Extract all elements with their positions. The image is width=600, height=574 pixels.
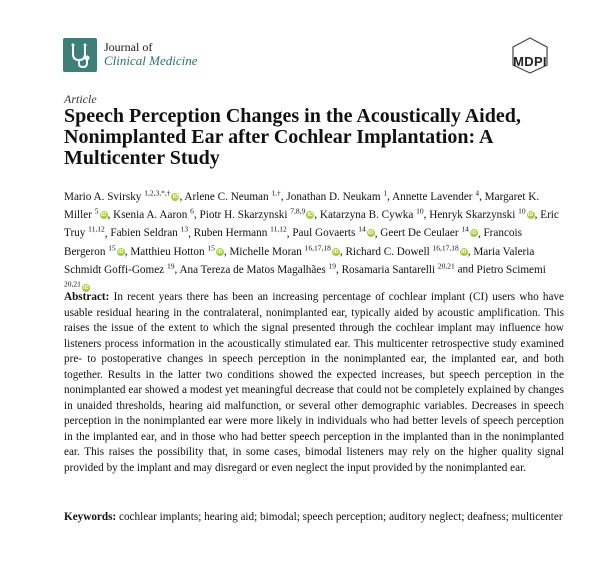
keywords — [64, 510, 564, 526]
author-name[interactable]: Matthieu Hotton — [130, 245, 205, 258]
author-name[interactable]: Ksenia A. Aaron — [113, 209, 188, 222]
author — [286, 188, 388, 203]
orcid-icon[interactable]: iD — [117, 248, 124, 255]
author-affiliation: 1,† — [271, 188, 281, 197]
author-name[interactable]: Annette Lavender — [392, 190, 473, 203]
author — [341, 261, 455, 277]
author-affiliation: 19 — [328, 261, 336, 271]
orcid-icon[interactable]: iD — [217, 248, 223, 255]
author-affiliation: 13 — [180, 224, 189, 234]
author-name[interactable]: Katarzyna B. Cywka — [319, 209, 414, 222]
author-affiliation: 7,8,9 — [290, 206, 306, 216]
author-affiliation: 16,17,18 — [304, 242, 331, 252]
author — [113, 206, 194, 222]
article-title: Speech Perception Changes in the Acoustically Aided, Nonimplanted Ear after Cochlear Implantation: A Multicenter Study — [64, 105, 521, 169]
author-affiliation: 14 — [461, 224, 469, 234]
author-list: Mario A. Svirsky $^{1,2,3,*,\dagger}$ iD, Arlene C. Neuman $^{1,\dagger}$, Jonathan D. Neukam $^1$, Annette Lavender $^4$, Margaret K. Miller $^5$ iD, Ksenia A. Aaron $^6$, Piotr H. Skarzynski $^{7,8,9}$ iD, Katarzyna B. Cywka $^{10}$, Henryk Skarzynski $^{10}$ iD, Eric Truy $^{11,12}$, Fabien Seldran $^{13}$, Ruben Hermann $^{11,12}$, Paul Govaerts $^{14}$ iD, Geert De Ceulaer $^{14}$ iD, Francois Bergeron $^{15}$ iD, Matthieu Hotton $^{15}$ iD, Michelle Moran $^{16,17,18}$ iD, Richard C. Dowell $^{16,17,18}$ iD, Maria Valeria Schmidt Goffi-Gomez $^{19}$, Ana Tereza de Matos Magalhães $^{19}$, Rosamaria Santarelli $^{20,21}$ and Pietro Scimemi $^{20,21}$ iD — [64, 186, 564, 296]
author — [392, 188, 480, 203]
author-name[interactable]: Rosamaria Santarelli — [341, 264, 436, 277]
author-affiliation: 16,17,18 — [432, 242, 459, 252]
author — [64, 188, 179, 203]
author — [429, 206, 534, 222]
orcid-icon[interactable]: iD — [172, 193, 179, 200]
keywords-label: Keywords: — [64, 511, 117, 523]
journal-name-line2: Clinical Medicine — [104, 53, 198, 68]
author-affiliation: 20,21 — [64, 279, 81, 289]
orcid-icon[interactable]: iD — [471, 230, 477, 237]
author-name[interactable]: Geert De Ceulaer — [380, 227, 459, 240]
page-header — [0, 0, 600, 90]
author-name[interactable]: Henryk Skarzynski — [429, 209, 516, 222]
author — [229, 242, 339, 258]
publisher-logo[interactable] — [510, 36, 550, 74]
orcid-icon[interactable]: iD — [367, 230, 374, 237]
author-affiliation: 11,12 — [88, 224, 105, 234]
author-affiliation: 1,2,3,*,† — [144, 188, 171, 197]
author-name[interactable]: Arlene C. Neuman — [184, 190, 269, 203]
author-affiliation: 10 — [518, 206, 526, 216]
journal-name[interactable] — [104, 40, 198, 68]
abstract-text: In recent years there has been an increasing percentage of cochlear implant (CI) users who have usable residual hearing in the contralateral, nonimplanted ear, typically aided by acoustic amplification. This raises the issue of the extent to which the signal presented through the cochlear implant may influence how listeners process information in the acoustically stimulated ear. This multicenter retrospective study examined pre- to postoperative changes in speech perception in the nonimplanted ear, the implanted ear, and both together. Results in the latter two conditions showed the expected increases, but speech perception in the nonimplanted ear showed a modest yet meaningful decrease that could not be completely explained by changes in unaided thresholds, hearing aid malfunction, or several other demographic variables. Decreases in speech perception in the nonimplanted ear were more likely in individuals who had better levels of speech perception in the implanted ear, and in those who had better speech perception in the implanted than in the nonimplanted ear. This raises the possibility that, in some cases, bimodal listeners may rely on the higher quality signal provided by the implant and may disregard or even neglect the input provided by the nonimplanted ear. — [64, 291, 565, 474]
author-name[interactable]: Pietro Scimemi — [476, 264, 546, 277]
abstract — [64, 290, 564, 476]
author-affiliation: 15 — [108, 242, 116, 252]
journal-name-line1: Journal of — [104, 40, 153, 54]
author-name[interactable]: Michelle Moran — [229, 245, 302, 258]
author-name[interactable]: Piotr H. Skarzynski — [199, 209, 288, 222]
orcid-icon[interactable]: iD — [527, 212, 534, 219]
author-name[interactable]: Maria Valeria Schmidt Goffi-Gomez — [64, 245, 535, 277]
author — [380, 224, 478, 240]
publisher-name: MDPI — [513, 54, 547, 69]
author-name[interactable]: Jonathan D. Neukam — [286, 190, 381, 203]
author-name[interactable]: Francois Bergeron — [64, 227, 522, 258]
author — [319, 206, 424, 222]
author — [179, 261, 336, 277]
author-name[interactable]: Mario A. Svirsky — [64, 190, 142, 203]
author-affiliation: 5 — [94, 206, 99, 216]
author-affiliation: 20,21 — [437, 261, 455, 271]
author — [199, 206, 315, 222]
author — [193, 224, 287, 240]
author — [130, 242, 224, 258]
author-affiliation: 4 — [475, 188, 480, 197]
orcid-icon[interactable]: iD — [100, 212, 107, 219]
author-affiliation: 15 — [207, 242, 215, 252]
abstract-label: Abstract: — [64, 291, 110, 303]
orcid-icon[interactable]: iD — [83, 285, 89, 292]
author — [110, 224, 189, 240]
author-name[interactable]: Ana Tereza de Matos Magalhães — [179, 264, 326, 277]
author — [345, 242, 468, 258]
author-affiliation: 6 — [190, 206, 194, 216]
journal-logo[interactable] — [63, 38, 97, 72]
author-name[interactable]: Eric Truy — [64, 209, 559, 240]
article-type: Article — [64, 92, 97, 106]
author-affiliation: 19 — [166, 261, 175, 271]
author-name[interactable]: Richard C. Dowell — [345, 245, 430, 258]
author — [292, 224, 374, 240]
stethoscope-icon — [63, 38, 97, 72]
author-affiliation: 14 — [358, 224, 366, 234]
keywords-text: cochlear implants; hearing aid; bimodal; speech perception; auditory neglect; deafness; multicenter — [119, 511, 563, 523]
author-name[interactable]: Paul Govaerts — [292, 227, 356, 240]
author-affiliation: 10 — [416, 206, 424, 216]
author-name[interactable]: Fabien Seldran — [110, 227, 178, 240]
author-affiliation: 1 — [383, 188, 388, 197]
orcid-icon[interactable]: iD — [333, 248, 339, 255]
author-name[interactable]: Margaret K. Miller — [64, 190, 540, 222]
author — [184, 188, 281, 203]
author-name[interactable]: Ruben Hermann — [193, 227, 268, 240]
orcid-icon[interactable]: iD — [461, 248, 467, 255]
author-affiliation: 11,12 — [270, 224, 287, 234]
orcid-icon[interactable]: iD — [307, 212, 314, 219]
